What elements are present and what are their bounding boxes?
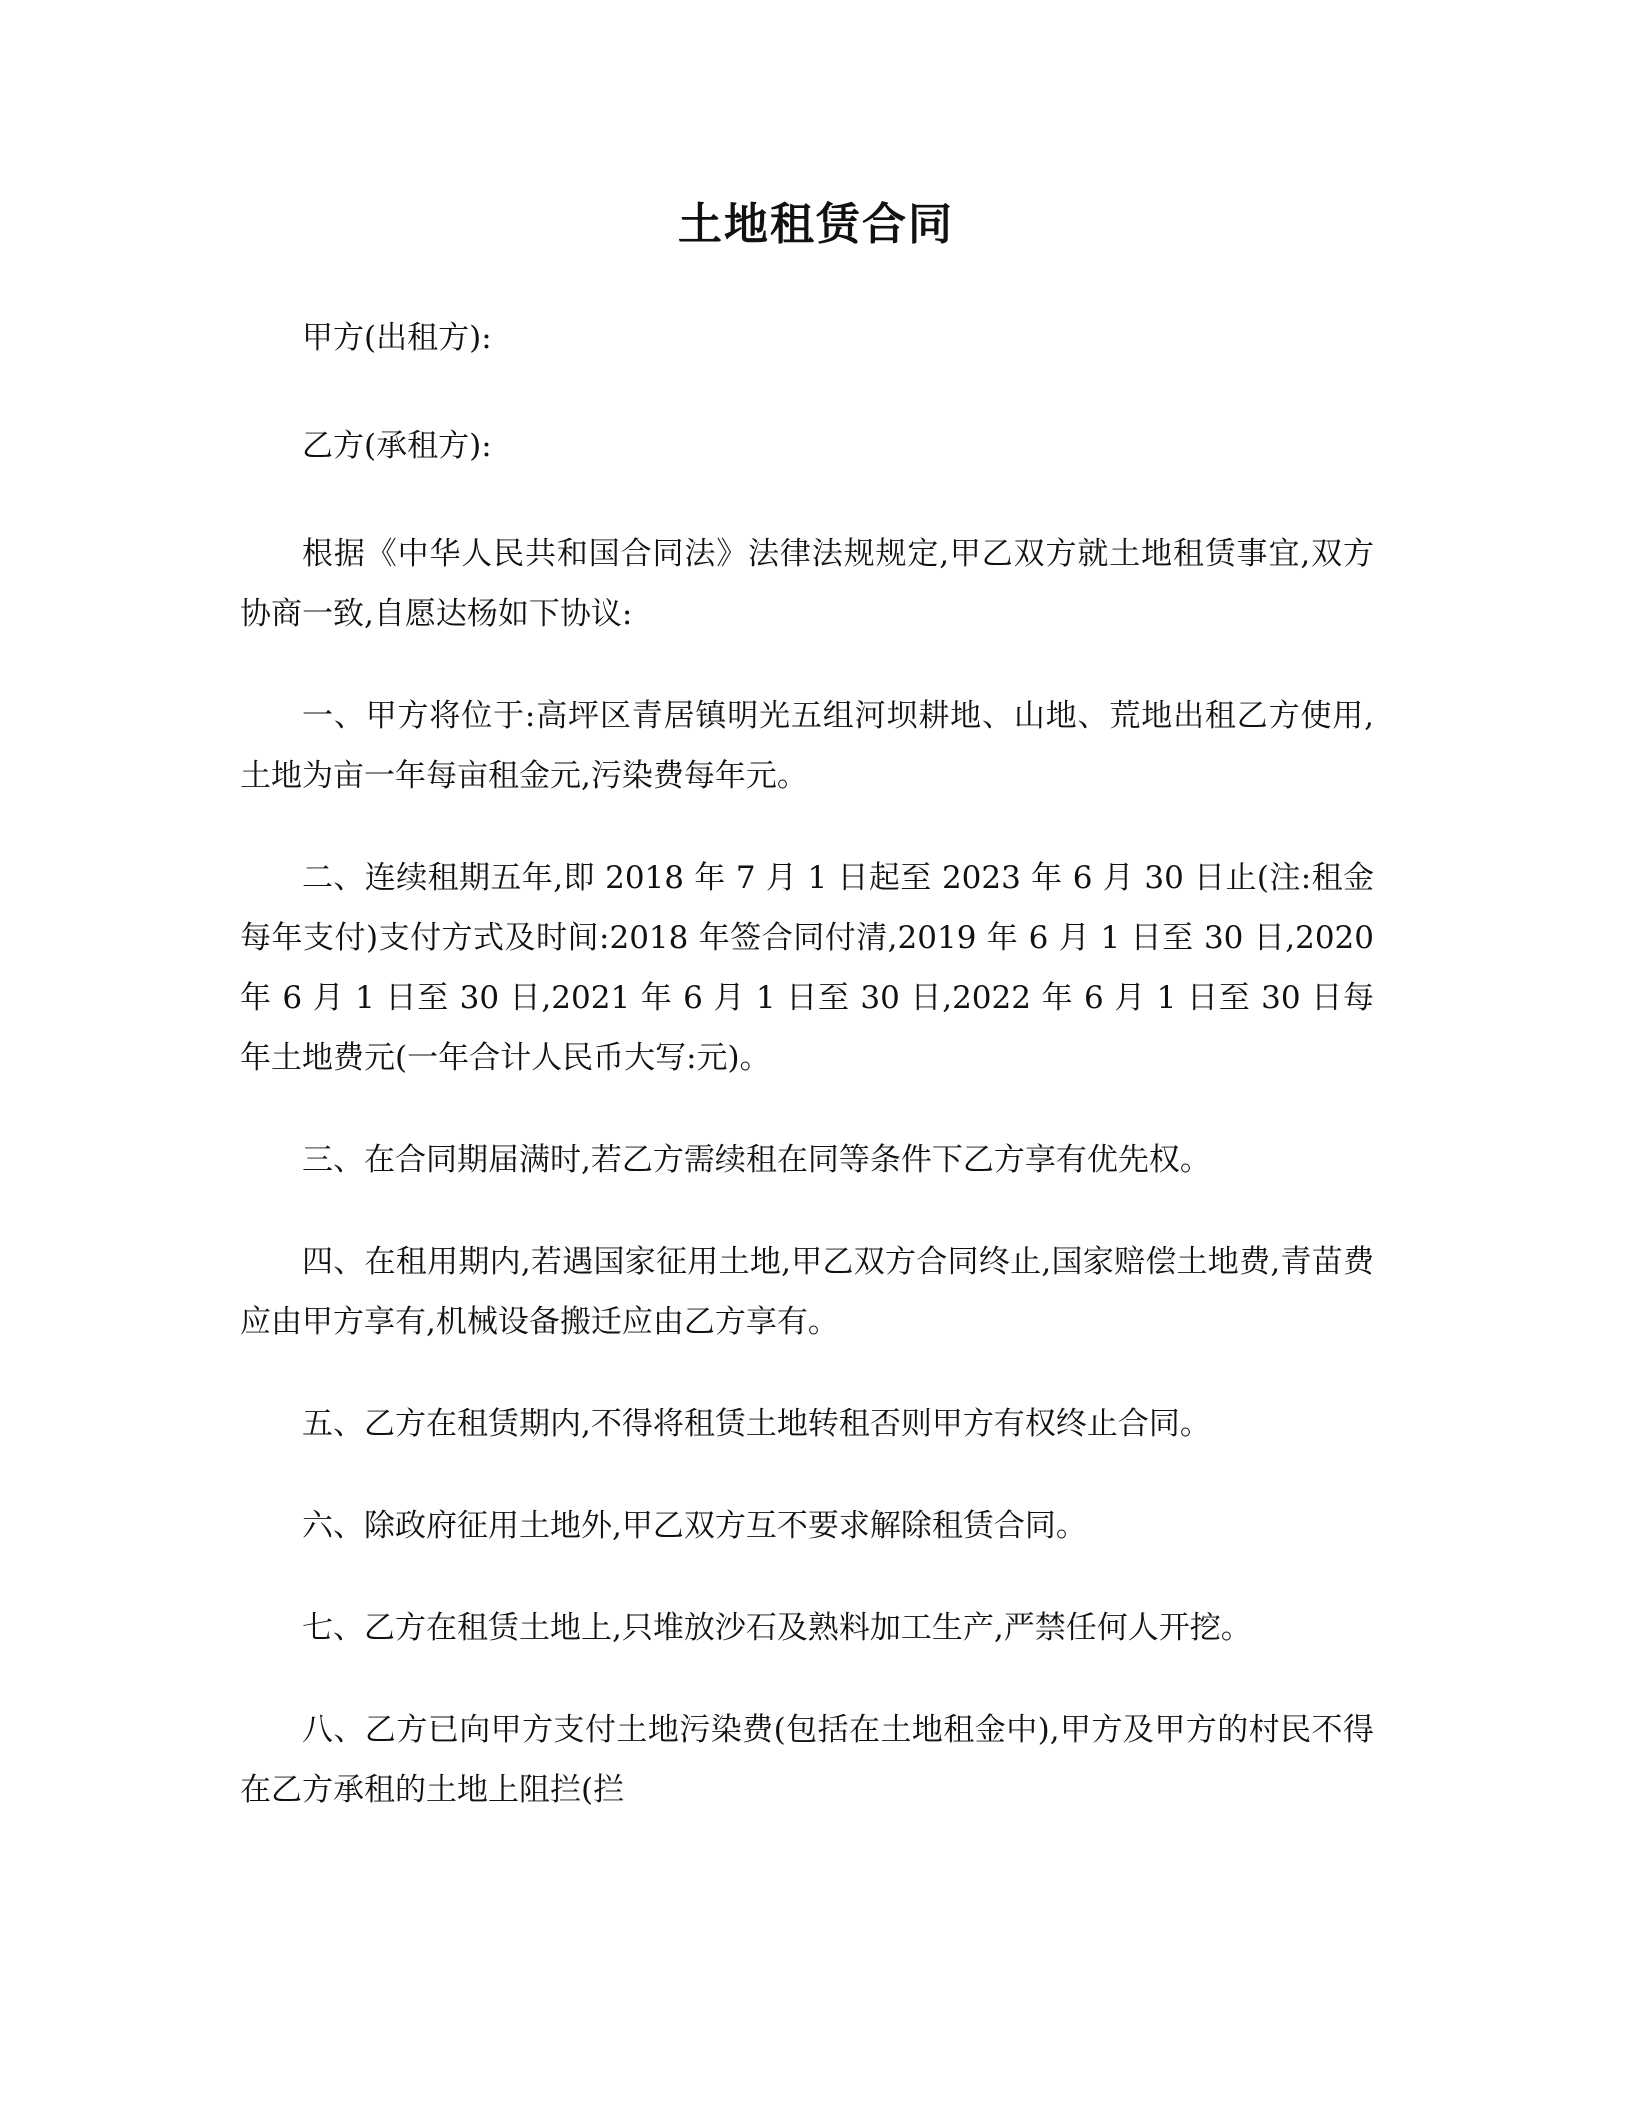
clause-6-paragraph: 六、除政府征用土地外,甲乙双方互不要求解除租赁合同。	[302, 1508, 1087, 1544]
preamble-paragraph: 根据《中华人民共和国合同法》法律法规规定,甲乙双方就土地租赁事宜,双方协商一致,自愿达杨如下协议:	[240, 536, 1374, 632]
party-a-line: 甲方(出租方):	[302, 320, 492, 356]
clause-7-paragraph: 七、乙方在租赁土地上,只堆放沙石及熟料加工生产,严禁任何人开挖。	[302, 1610, 1252, 1646]
clause-1-paragraph: 一、甲方将位于:高坪区青居镇明光五组河坝耕地、山地、荒地出租乙方使用,土地为亩一年每亩租金元,污染费每年元。	[240, 698, 1374, 794]
document-body	[240, 308, 1374, 1862]
clause-5-paragraph: 五、乙方在租赁期内,不得将租赁土地转租否则甲方有权终止合同。	[302, 1406, 1211, 1442]
clause-2-paragraph: 二、连续租期五年,即 2018 年 7 月 1 日起至 2023 年 6 月 30 日止(注:租金每年支付)支付方式及时间:2018 年签合同付清,2019 年 6 月 1 日至 30 日,2020 年 6 月 1 日至 30 日,2021 年 6 月 1 日至 30 日,2022 年 6 月 1 日至 30 日每年土地费元(一年合计人民币大写:元)。	[240, 860, 1374, 1076]
party-b-line: 乙方(承租方):	[302, 428, 492, 464]
document-title: 土地租赁合同	[678, 199, 954, 250]
clause-3-paragraph: 三、在合同期届满时,若乙方需续租在同等条件下乙方享有优先权。	[302, 1142, 1211, 1178]
clause-4-paragraph: 四、在租用期内,若遇国家征用土地,甲乙双方合同终止,国家赔偿土地费,青苗费应由甲方享有,机械设备搬迁应由乙方享有。	[240, 1244, 1374, 1340]
clause-8-paragraph: 八、乙方已向甲方支付土地污染费(包括在土地租金中),甲方及甲方的村民不得在乙方承租的土地上阻拦(拦	[240, 1712, 1374, 1808]
